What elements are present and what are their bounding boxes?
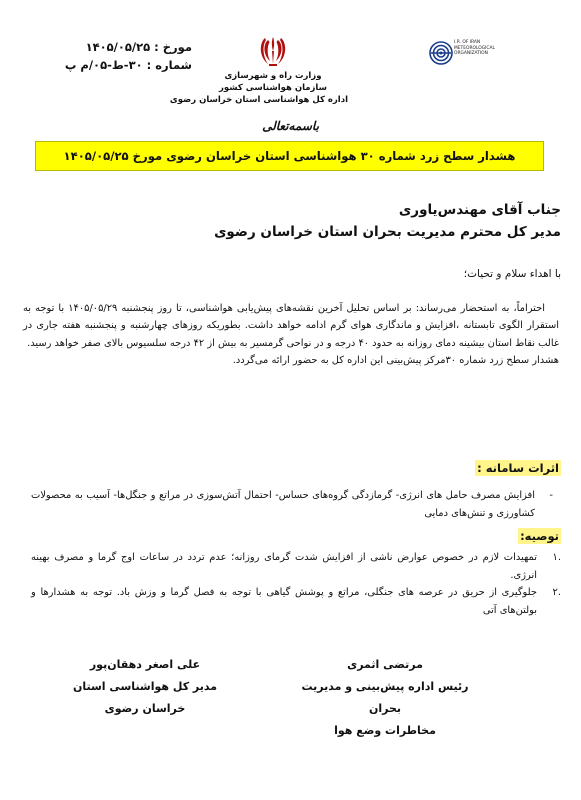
recommendation-number: .۱ (552, 552, 561, 563)
recommendation-text: تمهیدات لازم در خصوص عوارض ناشی از افزایش شدت گرمای روزانه؛ عدم تردد در ساعات اوج گرما و مصرف بهینه انرژی. (31, 552, 537, 581)
meteorological-organization-logo (428, 38, 512, 100)
greeting: با اهداء سلام و تحیات؛ (463, 268, 561, 280)
recommendation-text: جلوگیری از حریق در عرصه های جنگلی، مراتع و پوشش گیاهی با توجه به فصل گرما و وزش باد. توجه به هشدارها و بولتن‌های آتی (31, 587, 537, 616)
meteorology-logo-icon (428, 38, 454, 68)
date-label: مورخ : (154, 40, 192, 54)
number-label: شماره : (146, 58, 192, 72)
recipient-name: جناب آقای مهندس‌یاوری (398, 202, 561, 218)
signatory-title: مدیر کل هواشناسی استان خراسان رضوی (72, 680, 218, 715)
recommendation-item (31, 584, 561, 619)
effects-bullet: - (549, 490, 553, 501)
signatory-title-cont: مخاطرات وضع هوا (334, 724, 436, 737)
recommendations-heading: توصیه: (520, 529, 559, 543)
signatory-title: رئیس اداره پیش‌بینی و مدیریت بحران (301, 680, 469, 715)
signatory-name: علی اصغر دهقان‌پور (89, 658, 201, 671)
logo-text: I.R. OF IRAN METEOROLOGICAL ORGANIZATION (454, 40, 495, 57)
ministry-line-3: اداره کل هواشناسی استان خراسان رضوی (169, 95, 348, 105)
effects-text: افزایش مصرف حامل های انرژی- گرمازدگی گروه‌های حساس- احتمال آتش‌سوزی در مراتع و جنگل‌ها- آسیب به محصولات کشاورزی و تنش‌های دمایی (31, 490, 535, 519)
effects-item (31, 487, 553, 523)
signatory-name: مرتضی اثمری (347, 658, 423, 671)
effects-heading: اثرات سامانه : (477, 461, 559, 475)
body-paragraph-2: هشدار سطح زرد شماره ۳۰مرکز پیش‌بینی این اداره کل به حضور ارائه می‌گردد. (232, 354, 559, 366)
date-value: ۱۴۰۵/۰۵/۲۵ (85, 40, 151, 54)
recommendations-list (31, 549, 561, 619)
signature-forecast-head (300, 654, 470, 742)
basmala-heading: باسمه‌تعالی (262, 119, 319, 133)
signature-director-general (60, 654, 230, 720)
recommendation-item (31, 549, 561, 584)
ministry-line-2: سازمان هواشناسی کشور (218, 83, 327, 93)
recipient-title: مدیر کل محترم مدیریت بحران استان خراسان رضوی (214, 224, 561, 240)
iran-emblem-icon (259, 34, 287, 68)
recommendation-number: .۲ (552, 587, 561, 599)
ministry-line-1: وزارت راه و شهرسازی (224, 71, 322, 81)
letter-body (23, 300, 559, 369)
body-paragraph-1: احتراماً، به استحضار می‌رساند: بر اساس تحلیل آخرین نقشه‌های پیش‌یابی هواشناسی، تا روز پنجشنبه ۱۴۰۵/۰۵/۲۹ با توجه به استقرار الگوی تابستانه ،افزایش و ماندگاری هوای گرم ادامه خواهد داشت. بطوریکه روزهای چهارشنبه و پنجشنبه هفته جاری در غالب نقاط استان بیشینه دمای روزانه به حدود ۴۰ درجه و در نواحی گرمسیر به بیش از ۴۲ درجه سلسیوس بالای صفر خواهد رسید. (23, 303, 559, 349)
number-value: ۳۰-ط-۰۵/م پ (64, 58, 143, 72)
warning-banner: هشدار سطح زرد شماره ۳۰ هواشناسی استان خراسان رضوی مورخ ۱۴۰۵/۰۵/۲۵ (35, 141, 544, 171)
date-number-block (62, 38, 192, 74)
